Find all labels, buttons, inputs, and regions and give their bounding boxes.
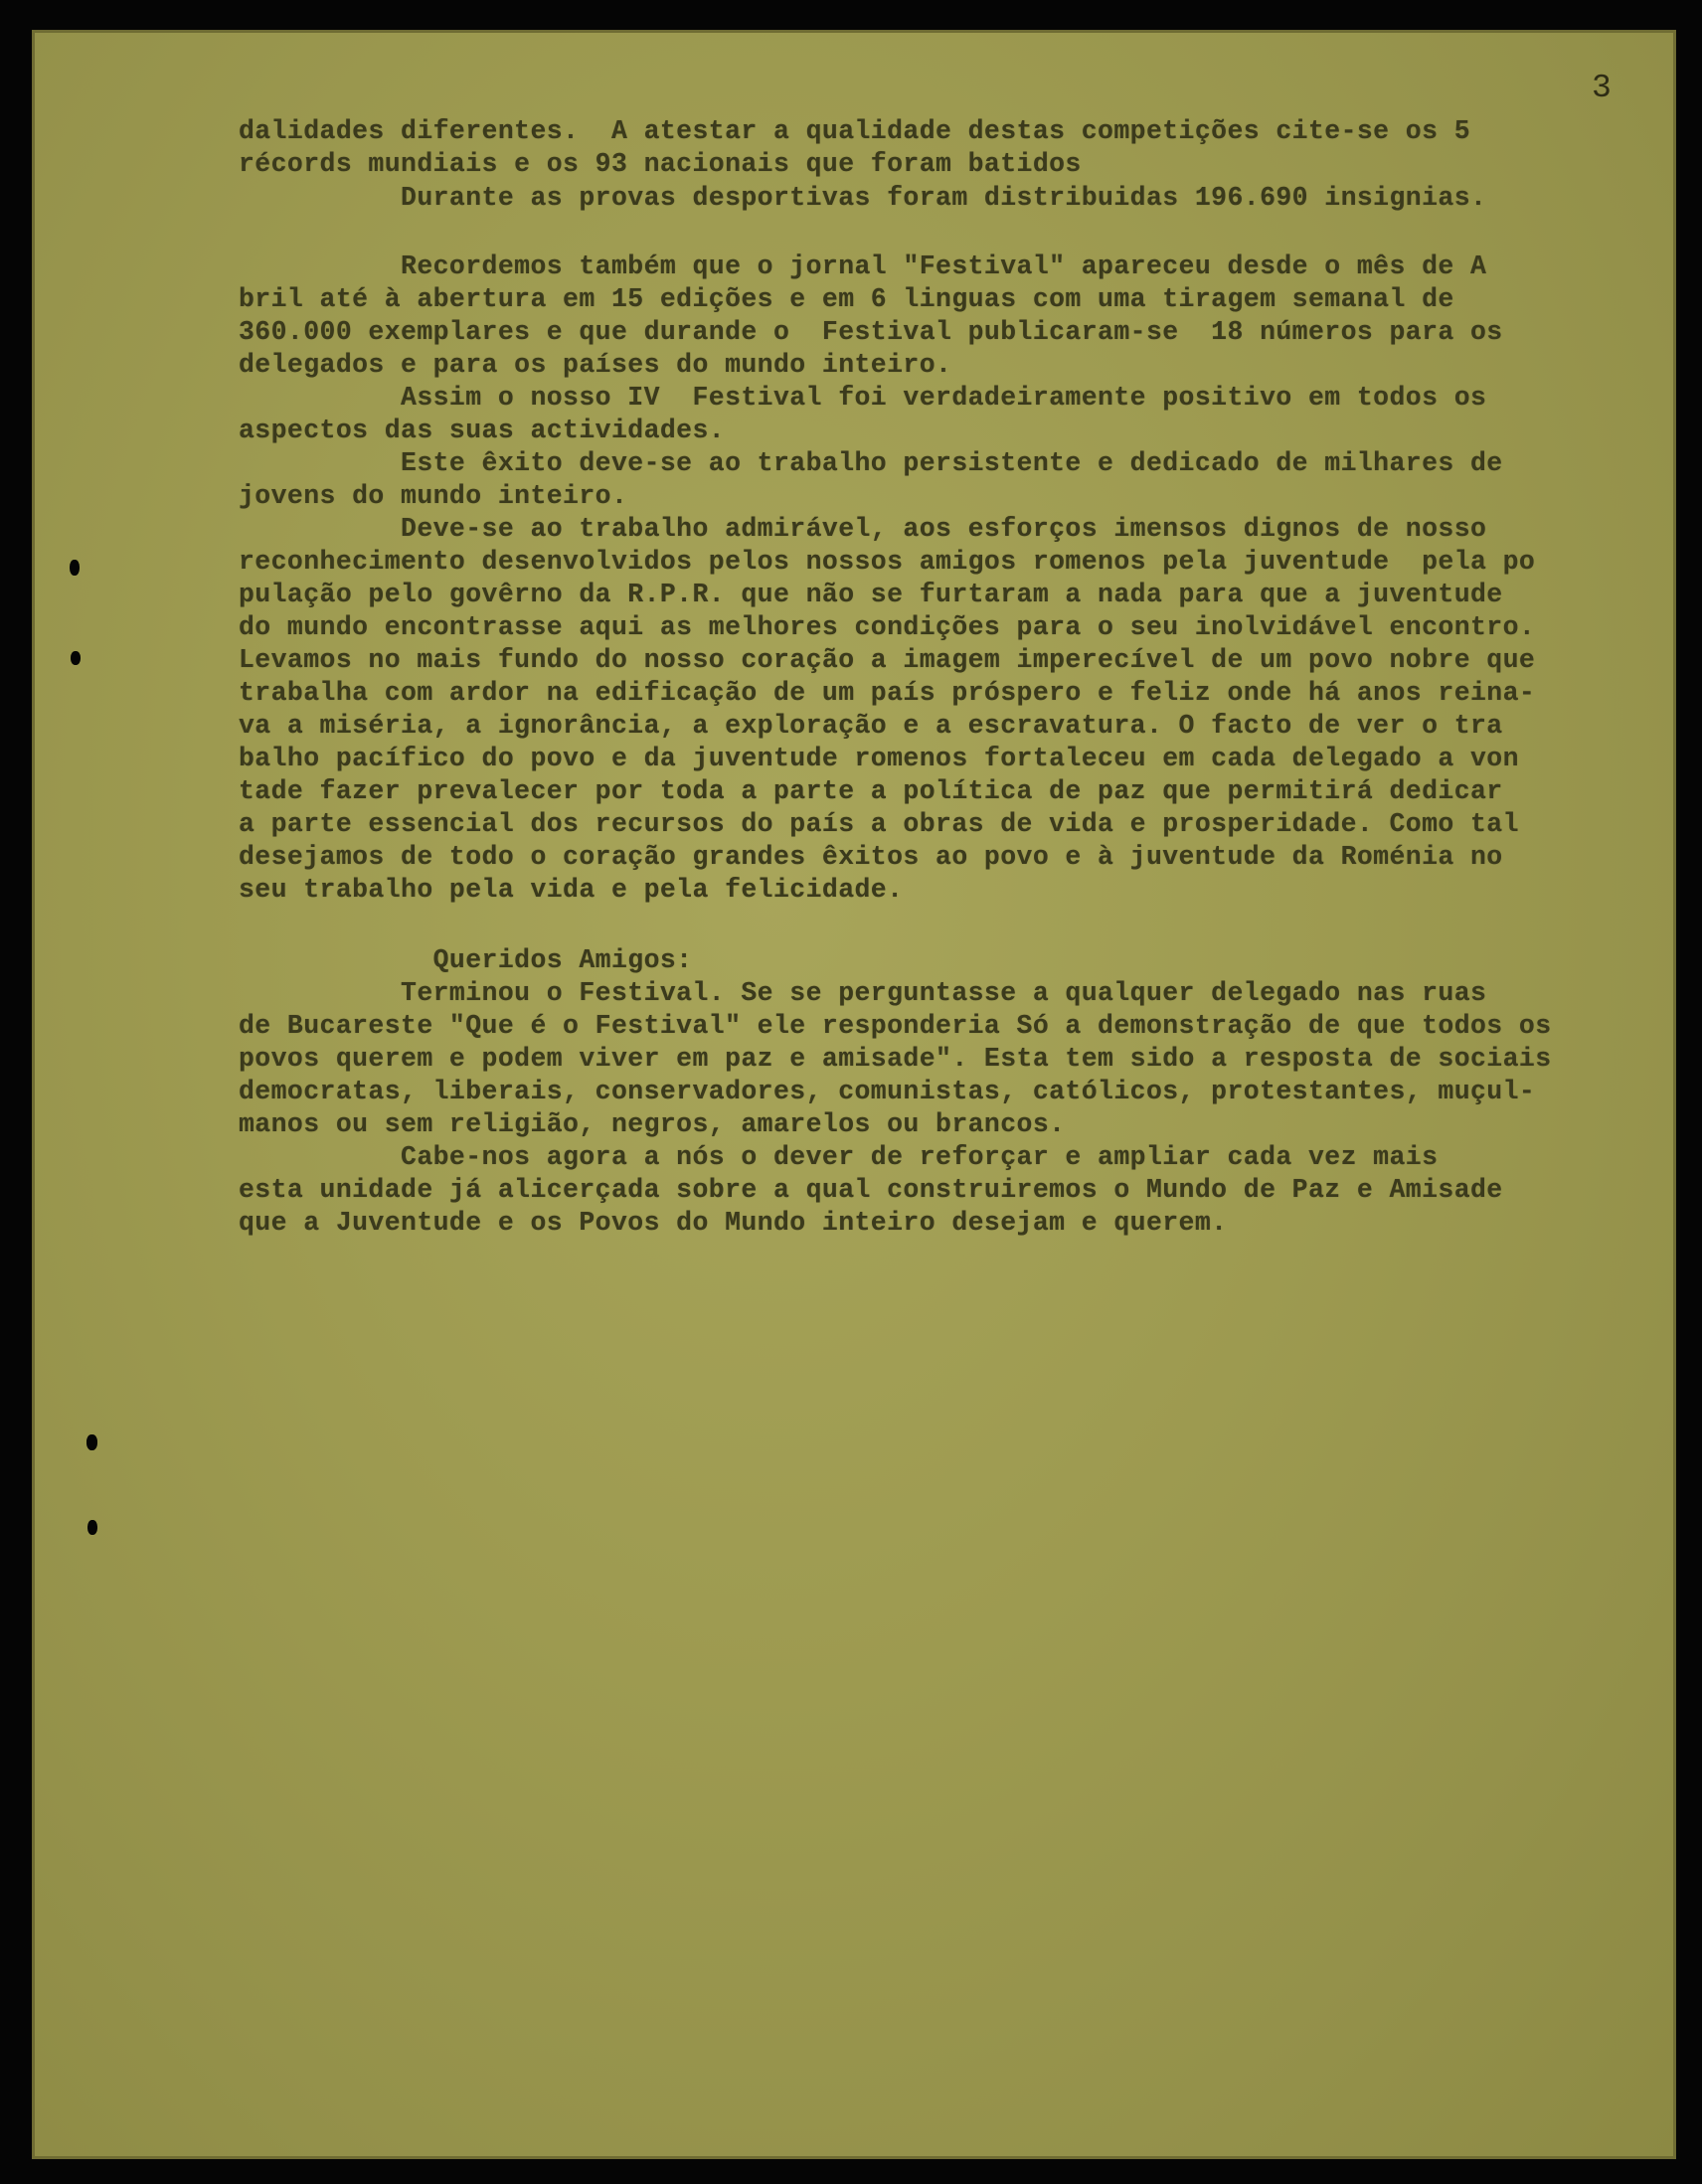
punch-hole-2 — [71, 651, 81, 665]
text-line: Queridos Amigos: — [239, 945, 693, 975]
text-line: Recordemos também que o jornal "Festival" apareceu desde o mês de A — [239, 252, 1487, 281]
text-line: Terminou o Festival. Se se perguntasse a qualquer delegado nas ruas — [239, 978, 1487, 1008]
text-line: 360.000 exemplares e que durande o Festival publicaram-se 18 números para os — [239, 317, 1503, 347]
text-line: Cabe-nos agora a nós o dever de reforçar e ampliar cada vez mais — [239, 1142, 1439, 1172]
text-line: a parte essencial dos recursos do país a obras de vida e prosperidade. Como tal — [239, 809, 1519, 839]
page-number: 3 — [1592, 70, 1612, 106]
punch-hole-4 — [87, 1520, 97, 1535]
text-line: bril até à abertura em 15 edições e em 6 linguas com uma tiragem semanal de — [239, 284, 1454, 314]
text-line: Este êxito deve-se ao trabalho persistente e dedicado de milhares de — [239, 448, 1503, 478]
punch-hole-3 — [86, 1434, 97, 1450]
text-line: balho pacífico do povo e da juventude romenos fortaleceu em cada delegado a von — [239, 744, 1519, 773]
text-line: dalidades diferentes. A atestar a qualidade destas competições cite-se os 5 — [239, 116, 1470, 146]
text-line: delegados e para os países do mundo inteiro. — [239, 350, 952, 380]
text-line: manos ou sem religião, negros, amarelos ou brancos. — [239, 1109, 1066, 1139]
text-line: que a Juventude e os Povos do Mundo inteiro desejam e querem. — [239, 1208, 1228, 1238]
text-line: democratas, liberais, conservadores, comunistas, católicos, protestantes, muçul- — [239, 1077, 1536, 1106]
text-line: desejamos de todo o coração grandes êxitos ao povo e à juventude da Roménia no — [239, 842, 1503, 872]
text-line: povos querem e podem viver em paz e amisade". Esta tem sido a resposta de sociais — [239, 1044, 1552, 1074]
text-line: Deve-se ao trabalho admirável, aos esforços imensos dignos de nosso — [239, 514, 1487, 544]
text-line: aspectos das suas actividades. — [239, 416, 726, 445]
text-line: de Bucareste "Que é o Festival" ele responderia Só a demonstração de que todos os — [239, 1011, 1552, 1041]
text-line: Assim o nosso IV Festival foi verdadeiramente positivo em todos os — [239, 383, 1487, 413]
text-line: récords mundiais e os 93 nacionais que foram batidos — [239, 149, 1082, 179]
text-line: Durante as provas desportivas foram distribuidas 196.690 insignias. — [239, 183, 1487, 213]
text-line: jovens do mundo inteiro. — [239, 481, 628, 511]
text-line: tade fazer prevalecer por toda a parte a política de paz que permitirá dedicar — [239, 776, 1503, 806]
punch-hole-1 — [70, 560, 80, 576]
text-line: trabalha com ardor na edificação de um país próspero e feliz onde há anos reina- — [239, 678, 1536, 708]
text-line: esta unidade já alicerçada sobre a qual construiremos o Mundo de Paz e Amisade — [239, 1175, 1503, 1205]
text-line: Levamos no mais fundo do nosso coração a imagem imperecível de um povo nobre que — [239, 645, 1536, 675]
text-line: do mundo encontrasse aqui as melhores condições para o seu inolvidável encontro. — [239, 612, 1536, 642]
text-line: va a miséria, a ignorância, a exploração e a escravatura. O facto de ver o tra — [239, 711, 1503, 741]
text-line: seu trabalho pela vida e pela felicidade. — [239, 875, 904, 905]
text-line: pulação pelo govêrno da R.P.R. que não se furtaram a nada para que a juventude — [239, 580, 1503, 609]
text-line: reconhecimento desenvolvidos pelos nossos amigos romenos pela juventude pela po — [239, 547, 1536, 577]
